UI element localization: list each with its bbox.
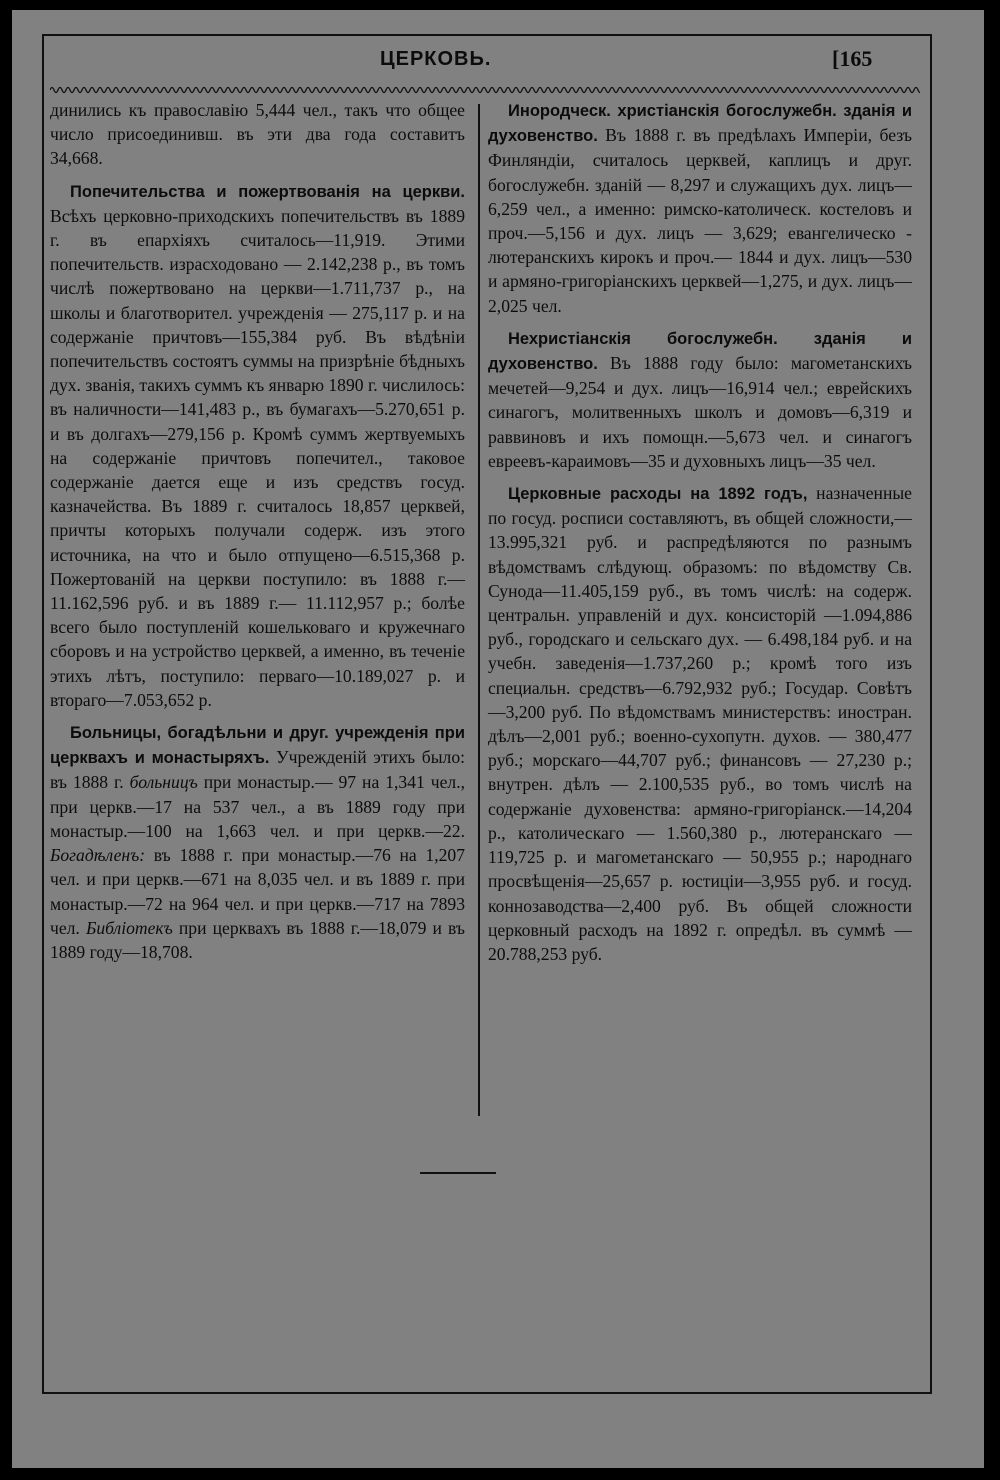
section-heading-guardianships: Попечительства и пожертвованія на церкви.	[70, 182, 465, 201]
left-paragraph-2-text: Всѣхъ церковно-приходскихъ попечительствъ въ 1889 г. въ епархіяхъ считалось—11,919. Этими попечительств. израсходовано — 2.142,238 р., въ томъ числѣ пожертвовано на церкви—1.711,737 р., на школы и благотворител. учрежденія — 275,117 р. и на содержаніе причтовъ—155,384 руб. Въ вѣдѣніи попечительствъ состоятъ суммы на призрѣніе бѣдныхъ дух. званія, такихъ суммъ къ январю 1890 г. числилось: въ наличности—141,483 р., въ бумагахъ—5.270,651 р. и въ долгахъ—279,156 р. Кромѣ суммъ жертвуемыхъ на содержаніе причтовъ попечител., таковое содержаніе дается еще и изъ средствъ госуд. казначейства. Въ 1889 г. считалось 18,857 церквей, причты которыхъ получали содерж. изъ этого источника, на что и было отпущено—6.515,368 р. Пожертованій на церкви поступило: въ 1888 г.— 11.162,596 руб. и въ 1889 г.— 11.112,957 р.; болѣе всего было поступленій кошельковаго и кружечнаго сборовъ и на устройство церквей, а именно, въ теченіе этихъ лѣтъ, поступило: перваго—10.189,027 р. и втораго—7.053,652 р.	[50, 205, 465, 710]
right-paragraph-2-text: Въ 1888 году было: магометанскихъ мечетей—9,254 и дух. лицъ—16,914 чел.; еврейскихъ синагогъ, молитвенныхъ школъ и домовъ—6,319 и раввиновъ и ихъ помощн.—5,673 чел. и синагогъ евреевъ-караимовъ—35 и духовныхъ лицъ—35 чел.	[488, 353, 912, 471]
closing-rule	[420, 1172, 496, 1174]
right-column	[488, 98, 912, 974]
right-paragraph-2	[488, 326, 912, 473]
column-divider	[478, 104, 480, 1116]
right-paragraph-3-text: назначенные по госуд. росписи составляютъ, въ общей сложности,—13.995,321 руб. и распредѣляются по разнымъ вѣдомствамъ слѣдующ. образомъ: по вѣдомству Св. Сунода—11.405,159 руб., въ томъ числѣ: на содерж. центральн. управленій и дух. консисторій —1.094,886 руб., городскаго и сельскаго дух. — 6.498,184 руб. и на учебн. заведенія—1.737,260 р.; кромѣ того изъ специальн. средствъ—6.792,932 руб.; Государ. Совѣтъ—3,200 руб. По вѣдомствамъ министерствъ: иностран. дѣлъ—2,001 руб.; военно-сухопутн. духов. — 380,477 руб.; морскаго—44,707 руб.; финансовъ — 27,230 р.; внутрен. дѣлъ — 2.100,535 руб., во томъ числѣ на содержаніе духовенства: армяно-григоріанск.—14,204 р., католическаго — 1.560,380 р., лютеранскаго — 119,725 р. и магометанскаго — 50,955 р.; народнаго просвѣщенія—25,657 р. юстиціи—3,955 руб. и госуд. коннозаводства—2,400 руб. Въ общей сложности церковный расходъ на 1892 г. опредѣл. въ суммѣ —20.788,253 руб.	[488, 483, 912, 964]
section-heading-church-expenses: Церковные расходы на 1892 годъ,	[508, 485, 808, 504]
left-column	[50, 98, 465, 972]
section-heading-non-christian: Нехристіанскія богослужебн. зданія и духовенство.	[488, 329, 912, 374]
emphasis-hospitals: больницъ	[129, 772, 198, 793]
left-paragraph-3-text-b: при монастыр.— 97 на 1,341 чел., при церкв.—17 на 537 чел., а въ 1889 году при монастыр.—100 на 1,663 чел. и при церкв.—22.	[50, 772, 465, 841]
right-paragraph-1-text: Въ 1888 г. въ предѣлахъ Имперіи, безъ Финляндіи, считалось церквей, каплицъ и друг. богослужебн. зданій — 8,297 и служащихъ дух. лицъ—6,259 чел., а именно: римско-католическ. костеловъ и проч.—5,156 и дух. лицъ — 3,629; евангелическо - лютеранскихъ кирокъ и проч.— 1844 и дух. лицъ—530 и армяно-григоріанскихъ церквей—1,275, и дух. лицъ—2,025 чел.	[488, 125, 912, 316]
wavy-rule	[50, 84, 920, 96]
left-paragraph-3-text-c: въ 1888 г. при монастыр.—76 на 1,207 чел. и при церкв.—671 на 8,035 чел. и въ 1889 г. при монастыр.—72 на 964 чел. и при церкв.—717 на 7893 чел.	[50, 845, 465, 938]
section-heading-hospitals: Больницы, богадѣльни и друг. учрежденія при церквахъ и монастыряхъ.	[50, 724, 465, 768]
right-paragraph-3	[488, 481, 912, 966]
emphasis-almshouses: Богадѣленъ:	[50, 845, 146, 866]
running-title: ЦЕРКОВЬ.	[380, 48, 492, 70]
left-paragraph-3-text-a: Учрежденій этихъ было: въ 1888 г.	[50, 747, 465, 793]
left-paragraph-3-text-d: при церквахъ въ 1888 г.—18,079 и въ 1889 году—18,708.	[50, 917, 465, 962]
page-number: [165	[832, 46, 873, 71]
left-paragraph-2	[50, 179, 465, 712]
left-paragraph-1-text: динились къ православію 5,444 чел., такъ что общее число присоединивш. въ эти два года составитъ 34,668.	[50, 100, 465, 169]
left-paragraph-1	[50, 98, 465, 171]
emphasis-libraries: Библіотекъ	[85, 917, 173, 938]
section-heading-non-orthodox-christian: Инородческ. христіанскія богослужебн. зданія и духовенство.	[488, 102, 912, 146]
right-paragraph-1	[488, 98, 912, 318]
left-paragraph-3	[50, 720, 465, 964]
